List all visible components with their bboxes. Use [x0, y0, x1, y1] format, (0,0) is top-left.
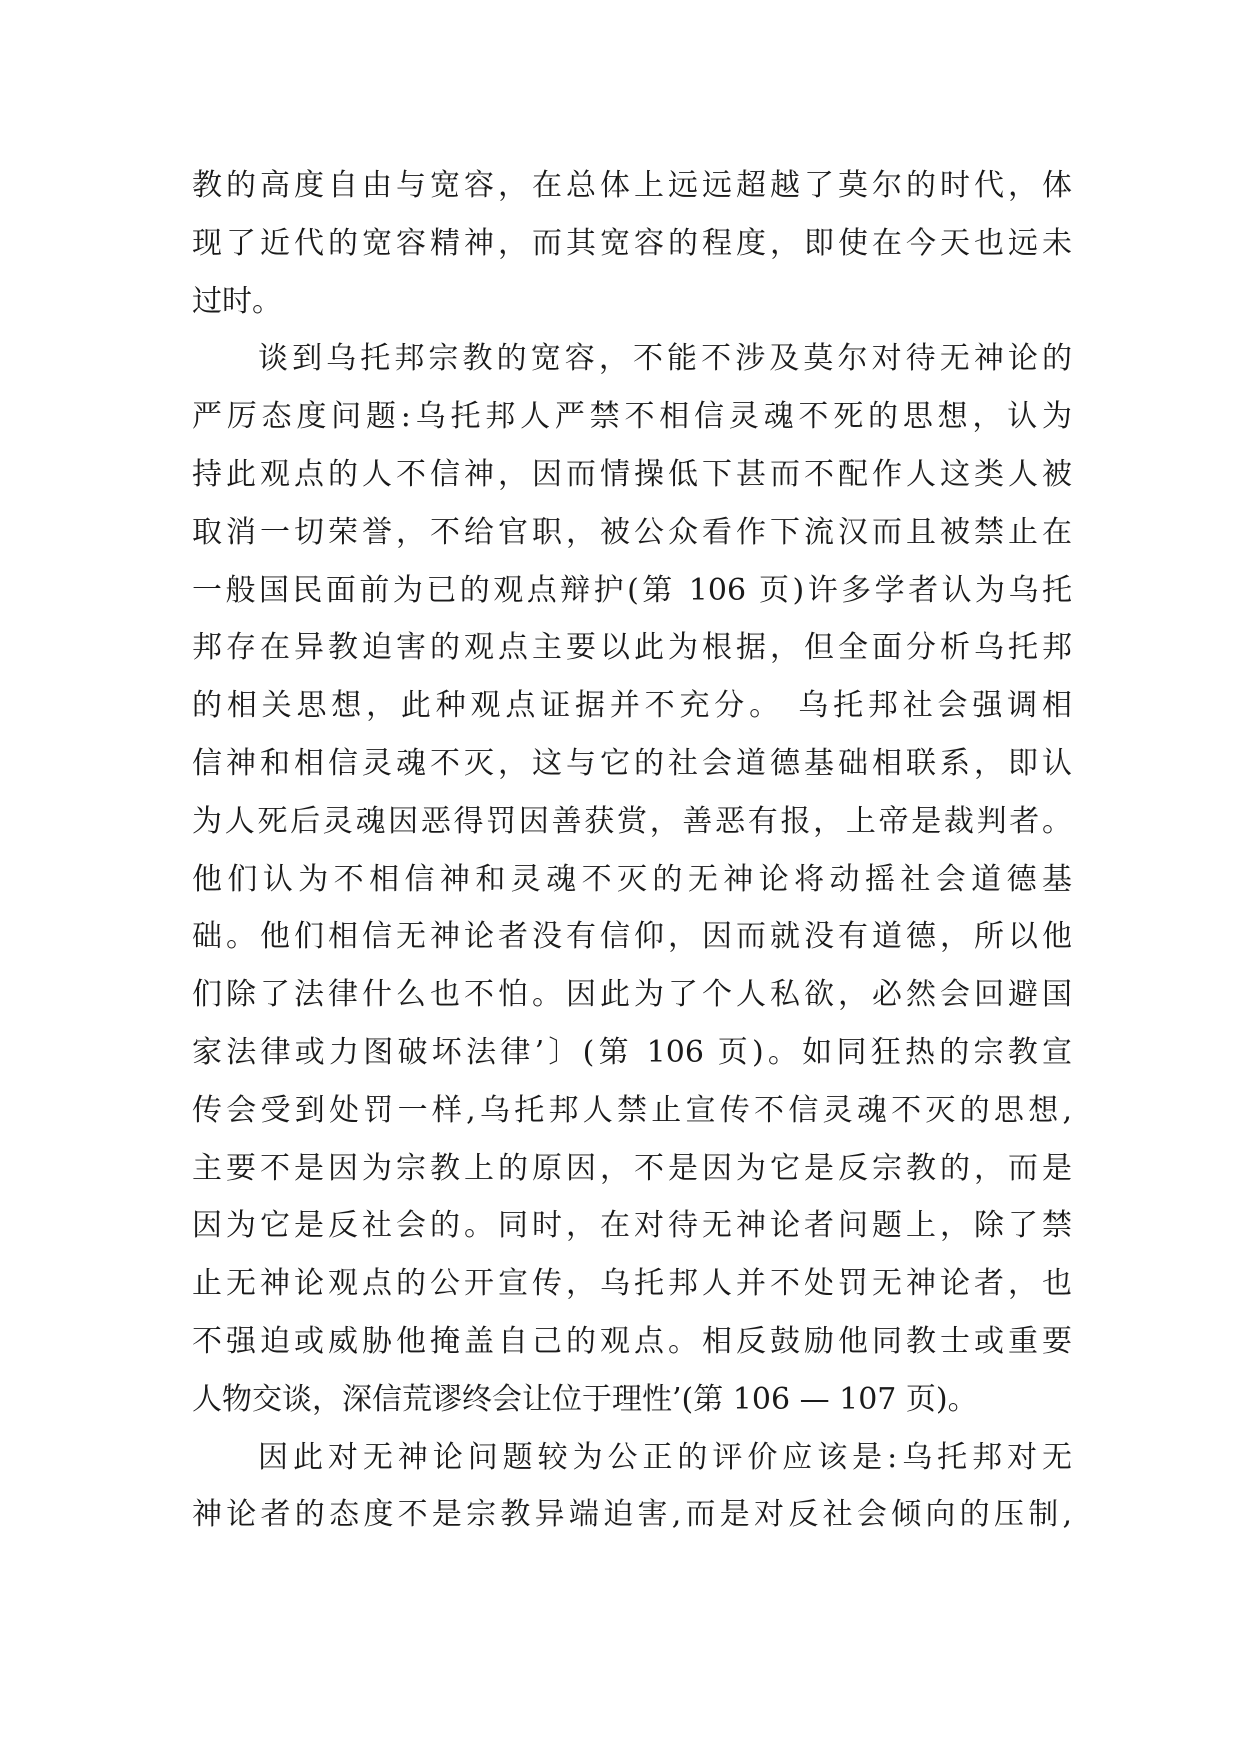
- text-line: 止无神论观点的公开宣传，乌托邦人并不处罚无神论者，也: [192, 1266, 1072, 1302]
- text-line: 持此观点的人不信神，因而情操低下甚而不配作人这类人被: [192, 456, 1072, 492]
- text-line: 信神和相信灵魂不灭，这与它的社会道德基础相联系，即认: [192, 745, 1072, 781]
- paragraph-start-line: 谈到乌托邦宗教的宽容，不能不涉及莫尔对待无神论的: [258, 341, 1072, 377]
- text-line: 家法律或力图破坏法律’〕(第 106 页)。如同狂热的宗教宣: [192, 1034, 1072, 1070]
- text-line: 邦存在异教迫害的观点主要以此为根据，但全面分析乌托邦: [192, 630, 1072, 666]
- text-line: 神论者的态度不是宗教异端迫害,而是对反社会倾向的压制,: [192, 1497, 1072, 1533]
- text-line: 取消一切荣誉，不给官职，被公众看作下流汉而且被禁止在: [192, 514, 1072, 550]
- text-line: 为人死后灵魂因恶得罚因善获赏，善恶有报，上帝是裁判者。: [192, 803, 1072, 839]
- text-line: 严厉态度问题:乌托邦人严禁不相信灵魂不死的思想，认为: [192, 399, 1072, 435]
- text-line: 教的高度自由与宽容，在总体上远远超越了莫尔的时代，体: [192, 168, 1072, 203]
- text-line: 们除了法律什么也不怕。因此为了个人私欲，必然会回避国: [192, 977, 1072, 1013]
- text-line: 他们认为不相信神和灵魂不灭的无神论将动摇社会道德基: [192, 861, 1072, 897]
- text-line: 不强迫或威胁他掩盖自己的观点。相反鼓励他同教士或重要: [192, 1323, 1072, 1359]
- text-line: 一般国民面前为已的观点辩护(第 106 页)许多学者认为乌托: [192, 572, 1072, 608]
- text-line: 人物交谈，深信荒谬终会让位于理性’(第 106 — 107 页)。: [192, 1381, 978, 1417]
- body-text: [192, 157, 1072, 1544]
- text-line: 因为它是反社会的。同时，在对待无神论者问题上，除了禁: [192, 1208, 1072, 1244]
- text-line: 传会受到处罚一样,乌托邦人禁止宣传不信灵魂不灭的思想,: [192, 1092, 1072, 1128]
- text-line: 主要不是因为宗教上的原因，不是因为它是反宗教的，而是: [192, 1150, 1072, 1186]
- text-line: 现了近代的宽容精神，而其宽容的程度，即使在今天也远未: [192, 225, 1072, 261]
- text-line: 的相关思想，此种观点证据并不充分。 乌托邦社会强调相: [192, 688, 1072, 724]
- text-line: 础。他们相信无神论者没有信仰，因而就没有道德，所以他: [192, 919, 1072, 955]
- text-line: 过时。: [192, 283, 282, 319]
- paragraph-start-line: 因此对无神论问题较为公正的评价应该是:乌托邦对无: [258, 1439, 1072, 1475]
